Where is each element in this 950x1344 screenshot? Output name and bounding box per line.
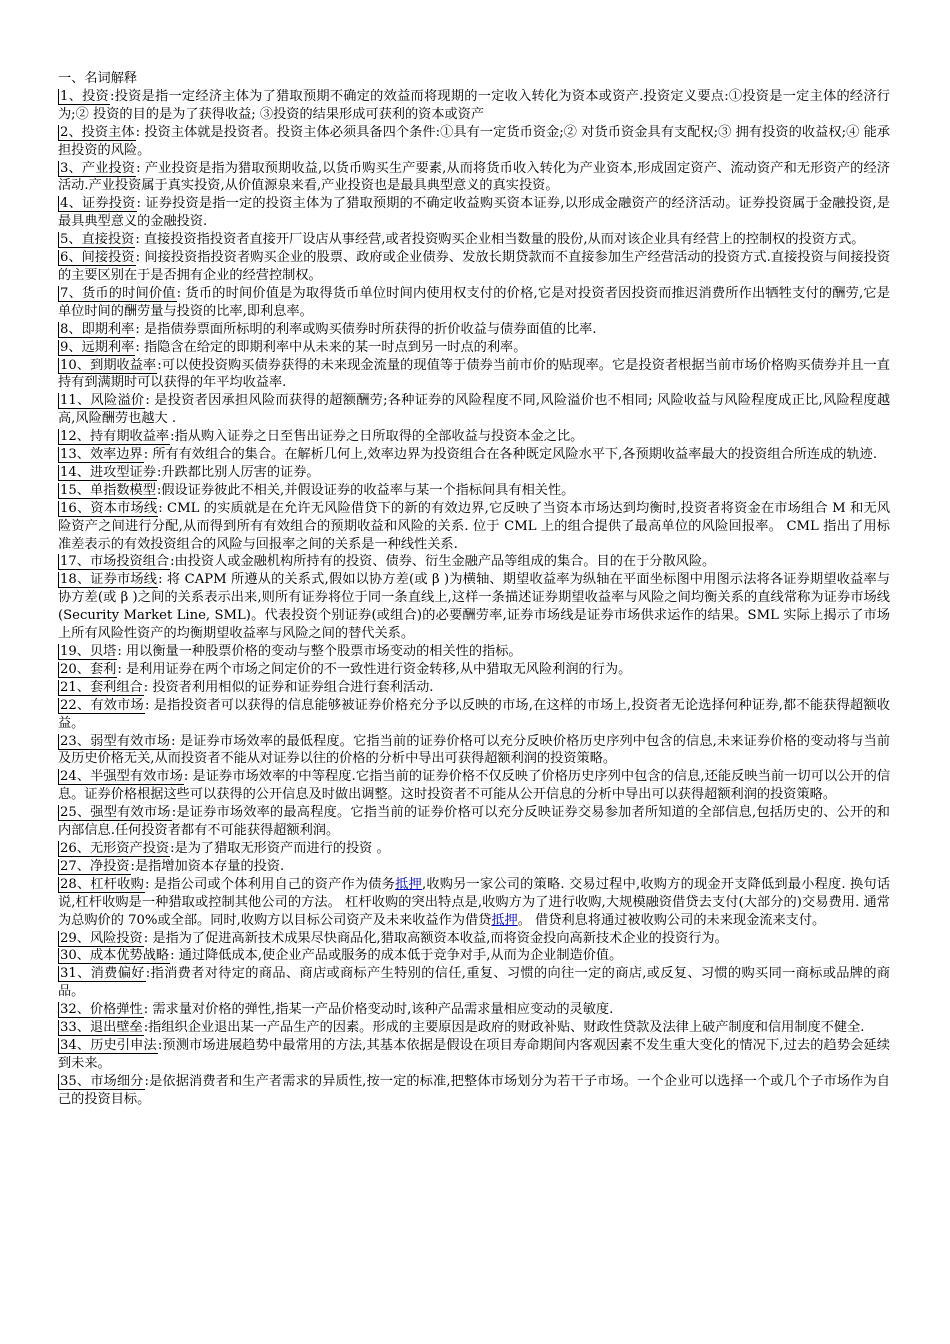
- glossary-term: 25、强型有效市场: [60, 805, 171, 821]
- glossary-term: 6、间接投资: [60, 250, 135, 266]
- glossary-term: 32、价格弹性: [60, 1002, 143, 1018]
- glossary-term: 8、即期利率: [60, 321, 135, 337]
- glossary-term: 30、成本优势战略: [60, 948, 170, 964]
- glossary-entry: [58, 804, 890, 840]
- glossary-term: 13、效率边界: [60, 447, 143, 463]
- glossary-definition: :是证券市场效率的最高程度。它指当前的证券价格可以充分反映证券交易参加者所知道的全部信息,包括历史的、公开的和内部信息.任何投资者都有不可能获得超额利润。: [58, 805, 890, 839]
- glossary-entry: [58, 947, 890, 965]
- glossary-definition: :由投资人或金融机构所持有的投资、债券、衍生金融产品等组成的集合。目的在于分散风险。: [170, 554, 716, 570]
- section-heading: 一、名词解释: [58, 71, 138, 86]
- glossary-entry: [58, 285, 890, 321]
- glossary-entry: [58, 124, 890, 160]
- glossary-definition: : 是证券市场效率的最低程度。它指当前的证券价格可以充分反映价格历史序列中包含的信息,未来证券价格的变动将与当前及历史价格无关,从而投资者不能从对证券以往的价格的分析中导出可获得超额利润的投资策略。: [58, 733, 891, 767]
- glossary-entry: [58, 321, 890, 339]
- glossary-definition: : 所有有效组合的集合。在解析几何上,效率边界为投资组合在各种既定风险水平下,各预期收益率最大的投资组合所连成的轨迹.: [143, 447, 878, 463]
- glossary-entry: [58, 392, 890, 428]
- glossary-definition: : 是指公司或个体利用自己的资产作为债务: [145, 876, 396, 892]
- glossary-term: 21、套利组合: [60, 679, 143, 695]
- glossary-entry: [58, 464, 890, 482]
- glossary-entry: [58, 965, 890, 1001]
- glossary-term: 26、无形资产投资: [60, 840, 170, 856]
- glossary-entry: [58, 249, 890, 285]
- glossary-term: 4、证券投资: [60, 196, 136, 212]
- glossary-definition: : 是利用证券在两个市场之间定价的不一致性进行资金转移,从中猎取无风险利润的行为。: [117, 661, 632, 677]
- glossary-term: 11、风险溢价: [60, 393, 145, 409]
- glossary-entry: [58, 679, 890, 697]
- glossary-definition: : 是证券市场效率的中等程度.它指当前的证券价格不仅反映了价格历史序列中包含的信息,还能反映当前一切可以公开的信息。证券价格根据这些可以获得的公开信息及时做出调整。这时投资者不可能从公开信息的分析中导出可以获得超额利润的投资策略。: [58, 769, 891, 803]
- glossary-definition: 。 借贷利息将通过被收购公司的未来现金流来支付。: [517, 912, 826, 928]
- glossary-entry: [58, 88, 890, 124]
- glossary-entry: [58, 195, 890, 231]
- glossary-entry: [58, 643, 890, 661]
- glossary-definition: : 需求量对价格的弹性,指某一产品价格变动时,该种产品需求量相应变动的灵敏度.: [143, 1002, 614, 1018]
- glossary-entry: [58, 160, 890, 196]
- glossary-term: 15、单指数模型: [60, 482, 156, 498]
- glossary-term: 34、历史引申法: [60, 1037, 157, 1053]
- glossary-entry: [58, 876, 890, 930]
- glossary-definition: :指消费者对待定的商品、商店或商标产生特别的信任,重复、习惯的向往一定的商店,或反复、习惯的购买同一商标或品牌的商品。: [58, 966, 891, 1000]
- glossary-term: 29、风险投资: [60, 930, 143, 946]
- glossary-entry: [58, 1037, 890, 1073]
- glossary-term: 28、杠杆收购: [60, 876, 145, 892]
- glossary-entry: [58, 428, 890, 446]
- glossary-term: 17、市场投资组合: [60, 554, 170, 570]
- glossary-definition: ,收购另一家公司的策略. 交易过程中,收购方的现金开支降低到最小程度. 换句话说,杠杆收购是一种猎取或控制其他公司的方法。 杠杆收购的突出特点是,收购方为了进行收购,大规模融资借贷去支付(大部分的)交易费用. 通常为总购价的 70%或全部。同时,收购方以目标公司资产及未来收益作为借贷: [58, 876, 891, 928]
- glossary-term: 14、进攻型证券: [60, 464, 156, 480]
- glossary-term: 9、远期利率: [60, 339, 135, 355]
- glossary-definition: : 是指投资者可以获得的信息能够被证券价格充分予以反映的市场,在这样的市场上,投资者无论选择何种证券,都不能获得超额收益。: [58, 697, 890, 731]
- glossary-entry: [58, 858, 890, 876]
- glossary-definition: :指组织企业退出某一产品生产的因素。形成的主要原因是政府的财政补贴、财政性贷款及法律上破产制度和信用制度不健全.: [143, 1020, 865, 1036]
- glossary-definition: : 指隐含在给定的即期利率中从未来的某一时点到另一时点的利率。: [135, 339, 527, 355]
- glossary-term: 2、投资主体: [60, 124, 135, 140]
- glossary-definition: : 是指为了促进高新技术成果尽快商品化,猎取高额资本收益,而将资金投向高新技术企业的投资行为。: [143, 930, 728, 946]
- glossary-term: 24、半强型有效市场: [60, 769, 183, 785]
- mortgage-link[interactable]: 抵押: [491, 912, 518, 928]
- glossary-definition: :是依据消费者和生产者需求的异质性,按一定的标准,把整体市场划分为若干子市场。一个企业可以选择一个或几个子市场作为自己的投资目标。: [58, 1073, 890, 1107]
- glossary-entry: [58, 339, 890, 357]
- glossary-entry: [58, 500, 890, 554]
- glossary-definition: :指从购入证券之日至售出证券之日所取得的全部收益与投资本金之比。: [170, 429, 584, 445]
- glossary-term: 22、有效市场: [60, 697, 144, 713]
- glossary-entry: [58, 1019, 890, 1037]
- glossary-entry: [58, 661, 890, 679]
- mortgage-link[interactable]: 抵押: [395, 876, 422, 892]
- glossary-entry: [58, 482, 890, 500]
- glossary-entry: [58, 571, 890, 643]
- glossary-entry: [58, 446, 890, 464]
- glossary-definition: :升跌都比别人厉害的证券。: [156, 464, 320, 480]
- glossary-definition: :是指增加资本存量的投资.: [130, 858, 285, 874]
- glossary-term: 10、到期收益率: [60, 357, 157, 373]
- glossary-term: 20、套利: [60, 661, 117, 677]
- glossary-term: 33、退出壁垒: [60, 1020, 143, 1036]
- glossary-entry: [58, 930, 890, 948]
- glossary-term: 12、持有期收益率: [60, 429, 170, 445]
- glossary-definition: : 将 CAPM 所遵从的关系式,假如以协方差(或 β )为横轴、期望收益率为纵轴在平面坐标图中用图示法将各证券期望收益率与协方差(或 β )之间的关系表示出来,则所有证券将位于同一条直线上,这样一条描述证券期望收益率与风险之间均衡关系的直线常称为证券市场线(Security Market Line, SML)。代表投资个别证券(或组合)的必要酬劳率,证券市场线是证券市场供求运作的结果。SML 实际上揭示了市场上所有风险性资产的均衡期望收益率与风险之间的替代关系。: [58, 572, 891, 642]
- glossary-definition: : 货币的时间价值是为取得货币单位时间内使用权支付的价格,它是对投资者因投资而推迟消费所作出牺牲支付的酬劳,它是单位时间的酬劳量与投资的比率,即利息率。: [58, 285, 891, 319]
- glossary-definition: : 通过降低成本,使企业产品或服务的成本低于竞争对手,从而为企业制造价值。: [170, 948, 623, 964]
- glossary-entry: [58, 231, 890, 249]
- document-body: [58, 70, 890, 1109]
- glossary-definition: : 投资者利用相似的证券和证券组合进行套利活动.: [143, 679, 434, 695]
- glossary-term: 7、货币的时间价值: [60, 285, 176, 301]
- glossary-definition: : 直接投资指投资者直接开厂设店从事经营,或者投资购买企业相当数量的股份,从而对该企业具有经营上的控制权的投资方式。: [135, 232, 865, 248]
- glossary-entry: [58, 357, 890, 393]
- glossary-definition: :可以使投资购买债券获得的未来现金流量的现值等于债券当前市价的贴现率。它是投资者根据当前市场价格购买债券并且一直持有到满期时可以获得的年平均收益率.: [58, 357, 890, 391]
- glossary-entry: [58, 697, 890, 733]
- glossary-entry: [58, 840, 890, 858]
- glossary-definition: : 投资主体就是投资者。投资主体必须具备四个条件:①具有一定货币资金;② 对货币资金具有支配权;③ 拥有投资的收益权;④ 能承担投资的风险。: [58, 124, 891, 158]
- glossary-definition: : 产业投资是指为猎取预期收益,以货币购买生产要素,从而将货币收入转化为产业资本,形成固定资产、流动资产和无形资产的经济活动.产业投资属于真实投资,从价值源泉来看,产业投资也是最具典型意义的真实投资。: [58, 160, 890, 194]
- glossary-definition: : 是指债券票面所标明的利率或购买债券时所获得的折价收益与债券面值的比率.: [135, 321, 597, 337]
- glossary-definition: :预测市场进展趋势中最常用的方法,其基本依据是假设在项目寿命期间内客观因素不发生重大变化的情况下,过去的趋势会延续到未来。: [58, 1037, 890, 1071]
- glossary-definition: : 是投资者因承担风险而获得的超额酬劳;各种证券的风险程度不同,风险溢价也不相同; 风险收益与风险程度成正比,风险程度越高,风险酬劳也越大 .: [58, 393, 891, 427]
- glossary-term: 27、净投资: [60, 858, 130, 874]
- glossary-definition: : 证券投资是指一定的投资主体为了猎取预期的不确定收益购买资本证券,以形成金融资产的经济活动。证券投资属于金融投资,是最具典型意义的金融投资.: [58, 196, 891, 230]
- glossary-entry: [58, 733, 890, 769]
- glossary-definition: : 用以衡量一种股票价格的变动与整个股票市场变动的相关性的指标。: [117, 644, 522, 659]
- glossary-entry: [58, 1001, 890, 1019]
- glossary-term: 5、直接投资: [60, 232, 135, 248]
- glossary-term: 1、投资: [60, 88, 109, 104]
- glossary-definition: :是为了猎取无形资产而进行的投资 。: [170, 840, 390, 856]
- glossary-term: 16、资本市场线: [60, 500, 158, 516]
- glossary-entry: [58, 1073, 890, 1109]
- glossary-entry: [58, 553, 890, 571]
- glossary-definition: : 间接投资指投资者购买企业的股票、政府或企业债券、发放长期贷款而不直接参加生产经营活动的投资方式.直接投资与间接投资的主要区别在于是否拥有企业的经营控制权。: [58, 250, 891, 283]
- glossary-definition: :投资是指一定经济主体为了猎取预期不确定的效益而将现期的一定收入转化为资本或资产.投资定义要点:①投资是一定主体的经济行为;② 投资的目的是为了获得收益; ③投资的结果形成可获利的资本或资产: [58, 88, 891, 122]
- glossary-term: 31、消费偏好: [60, 966, 145, 982]
- glossary-definition: :假设证券彼此不相关,并假设证券的收益率与某一个指标间具有相关性。: [156, 482, 575, 498]
- glossary-term: 35、市场细分: [60, 1073, 144, 1089]
- glossary-term: 23、弱型有效市场: [60, 733, 171, 749]
- glossary-term: 18、证券市场线: [60, 572, 158, 588]
- glossary-entry: [58, 768, 890, 804]
- glossary-list: [58, 88, 890, 1109]
- glossary-definition: : CML 的实质就是在允许无风险借贷下的新的有效边界,它反映了当资本市场达到均衡时,投资者将资金在市场组合 M 和无风险资产之间进行分配,从而得到所有有效组合的预期收益和风险的关系. 位于 CML 上的组合提供了最高单位的风险回报率。 CML 指出了用标准差表示的有效投资组合的风险与回报率之间的关系是一种线性关系.: [58, 500, 891, 552]
- glossary-term: 3、产业投资: [60, 160, 136, 176]
- glossary-term: 19、贝塔: [60, 644, 117, 659]
